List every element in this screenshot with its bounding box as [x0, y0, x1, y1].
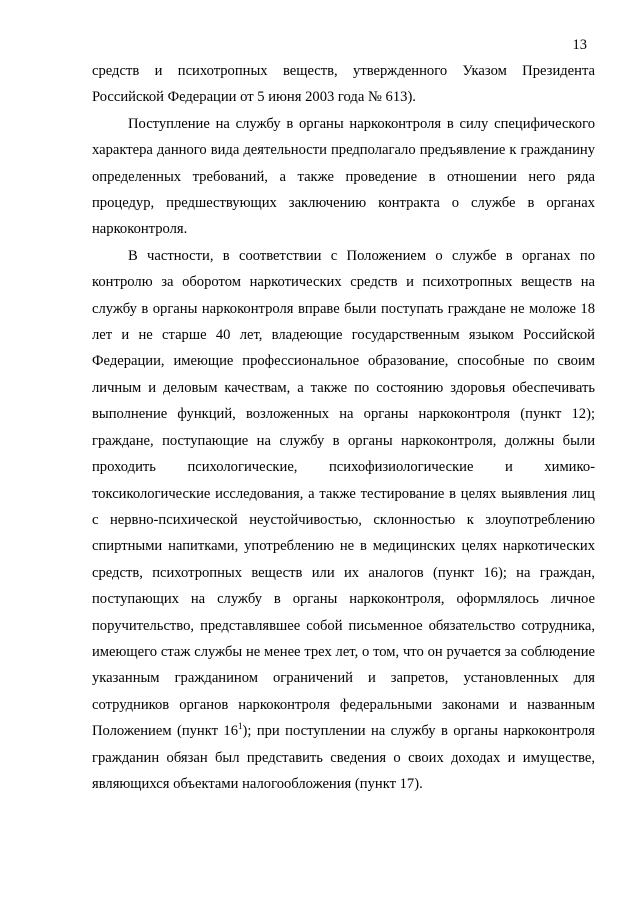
- paragraph-admission: Поступление на службу в органы наркоконтроля в силу специфического характера данного вида деятельности предполагало предъявление к гражданину определенных требований, а также проведение в отношении него ряда процедур, предшествующих заключению контракта о службе в органах наркоконтроля.: [92, 115, 595, 238]
- page-number: 13: [572, 37, 587, 53]
- paragraph-continuation: средств и психотропных веществ, утвержденного Указом Президента Российской Федерации от 5 июня 2003 года № 613).: [92, 63, 595, 106]
- paragraph-regulation-end: ); при поступлении на службу в органы наркоконтроля гражданин обязан был представить сведения о своих доходах и имуществе, являющихся объектами налогообложения (пункт 17).: [92, 723, 595, 792]
- footnote-superscript: 1: [238, 721, 243, 732]
- document-body: [92, 58, 595, 797]
- paragraph-regulation: [92, 243, 595, 798]
- paragraph-regulation-main: В частности, в соответствии с Положением о службе в органах по контролю за оборотом наркотических средств и психотропных веществ на службу в органы наркоконтроля вправе были поступать граждане не моложе 18 лет и не старше 40 лет, владеющие государственным языком Российской Федерации, имеющие профессиональное образование, способные по своим личным и деловым качествам, а также по состоянию здоровья обеспечивать выполнение функций, возложенных на органы наркоконтроля (пункт 12); граждане, поступающие на службу в органы наркоконтроля, должны были проходить психологические, психофизиологические и химико-токсикологические исследования, а также тестирование в целях выявления лиц с нервно-психической неустойчивостью, склонностью к злоупотреблению спиртными напитками, употреблению не в медицинских целях наркотических средств, психотропных веществ или их аналогов (пункт 16); на граждан, поступающих на службу в органы наркоконтроля, оформлялось личное поручительство, представлявшее собой письменное обязательство сотрудника, имеющего стаж службы не менее трех лет, о том, что он ручается за соблюдение указанным гражданином ограничений и запретов, установленных для сотрудников органов наркоконтроля федеральными законами и названным Положением (пункт 16: [92, 247, 595, 740]
